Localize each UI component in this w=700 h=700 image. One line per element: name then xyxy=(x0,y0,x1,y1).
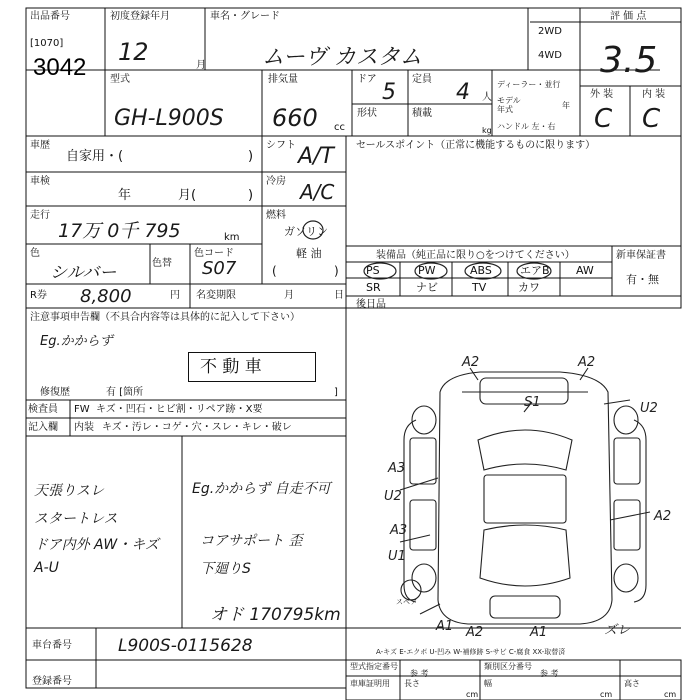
model-label: 型式 xyxy=(110,74,130,85)
model-year-label: モデル xyxy=(497,96,521,105)
shape-label: 形状 xyxy=(357,108,377,119)
first-reg-value: 12 xyxy=(118,38,149,66)
model-cert-label: 型式指定番号 xyxy=(350,662,398,671)
mark-u1-left: U1 xyxy=(388,549,406,564)
note-right-1: Eg.かからず 自走不可 xyxy=(192,481,331,497)
doors-label: ドア xyxy=(357,74,377,85)
warranty-value: 有・無 xyxy=(626,273,659,286)
inspection-month: 月( xyxy=(178,188,197,203)
capacity-unit: 人 xyxy=(482,92,492,103)
equip-ps: PS xyxy=(366,264,380,277)
length-cm: cm xyxy=(466,690,479,699)
odometer-note: オド 170795km xyxy=(210,605,341,625)
rating-value: 3.5 xyxy=(600,40,658,81)
year-unit: 年 xyxy=(562,101,570,110)
ac-value: A/C xyxy=(300,180,335,204)
mark-a2-right: A2 xyxy=(654,509,672,524)
mark-a1-rear-left: A1 xyxy=(436,619,454,634)
note-left-1: 天張りスレ xyxy=(34,483,104,499)
fuel-paren-open: ( xyxy=(272,264,277,278)
chassis-value: L900S-0115628 xyxy=(118,636,253,656)
repair-value: 有 [箇所 xyxy=(106,387,144,398)
equip-aw: AW xyxy=(576,264,594,277)
fw-label: FW xyxy=(74,404,90,415)
equip-pw: PW xyxy=(418,264,436,277)
height-label: 高さ xyxy=(624,679,640,688)
color-label: 色 xyxy=(30,248,40,259)
mark-a2-rear: A2 xyxy=(466,625,484,640)
name-change-month: 月 xyxy=(284,290,294,301)
mark-zure-rear: ズレ xyxy=(604,623,631,638)
inspection-year: 年 xyxy=(118,188,132,203)
ac-label: 冷房 xyxy=(266,176,286,187)
doors-value: 5 xyxy=(382,80,396,105)
exterior-label: 外 装 xyxy=(590,89,614,100)
mark-a1-rear: A1 xyxy=(530,625,548,640)
model-value: GH-L900S xyxy=(114,106,224,131)
sales-point-label: セールスポイント（正常に機能するものに限ります） xyxy=(356,140,596,151)
capacity-value: 4 xyxy=(456,80,470,105)
reg-cert-label: 車庫証明用 xyxy=(350,679,390,688)
load-unit: kg xyxy=(482,126,492,135)
name-change-day: 日 xyxy=(334,290,344,301)
inspection-close: ) xyxy=(248,188,254,203)
equip-leather: カワ xyxy=(518,281,540,294)
fw-items: キズ・凹石・ヒビ割・リペア跡・X要 xyxy=(96,404,263,415)
interior-label: 内 装 xyxy=(642,89,666,100)
mark-u2-right: U2 xyxy=(640,401,658,416)
capacity-label: 定員 xyxy=(412,74,432,85)
name-change-label: 名変期限 xyxy=(196,290,236,301)
notes-label: 注意事項申告欄（不具合内容等は具体的に記入して下さい） xyxy=(30,312,300,323)
note-right-3: 下廻りS xyxy=(200,561,251,577)
mark-u2-left: U2 xyxy=(384,489,402,504)
model-year-label2: 年式 xyxy=(497,105,513,114)
length-label: 長さ xyxy=(404,679,420,688)
displacement-value: 660 xyxy=(272,104,318,132)
color-code-value: S07 xyxy=(202,258,237,279)
color-code-label: 色コード xyxy=(194,248,234,259)
ref-label-2: 参 考 xyxy=(540,669,559,678)
mark-a2-front-left: A2 xyxy=(462,355,480,370)
color-change-label: 色替 xyxy=(152,258,172,269)
fuel-gas: ガソリン xyxy=(284,225,328,238)
note-left-3: ドア内外 AW・キズ xyxy=(34,537,159,553)
drive-4wd: 4WD xyxy=(538,50,562,61)
fuel-label: 燃料 xyxy=(266,210,286,221)
rating-label: 評 価 点 xyxy=(610,11,647,22)
damage-legend: A-キズ E-エクボ U-凹み W-補修跡 S-サビ C-腐食 XX-取替済 xyxy=(376,648,566,656)
recycle-label: R券 xyxy=(30,290,47,301)
mileage-value: 17万 0千 795 xyxy=(58,220,181,242)
mark-a3-left-rear: A3 xyxy=(390,523,408,538)
handle-label: ハンドル 左・右 xyxy=(497,122,556,131)
lot-sub: [1070] xyxy=(30,38,64,49)
mark-a2-front-right: A2 xyxy=(578,355,596,370)
equip-sr: SR xyxy=(366,281,381,294)
name-grade-label: 車名・グレード xyxy=(210,11,280,22)
note-right-2: コアサポート 歪 xyxy=(200,533,303,549)
new-warranty-label: 新車保証書 xyxy=(616,250,666,261)
width-cm: cm xyxy=(600,690,613,699)
recycle-value: 8,800 xyxy=(80,286,132,307)
repair-close: ] xyxy=(334,387,338,398)
mileage-unit: km xyxy=(224,232,240,243)
equip-tv: TV xyxy=(472,281,487,294)
notes-handwritten: Eg.かからず xyxy=(40,334,113,349)
equip-abs: ABS xyxy=(470,264,492,277)
equipment-label: 装備品（純正品に限り○をつけてください） xyxy=(376,250,575,261)
lot-label: 出品番号 xyxy=(30,11,70,22)
ref-label-1: 参 考 xyxy=(410,669,429,678)
shift-value: A/T xyxy=(298,144,334,169)
mark-s1-hood: S1 xyxy=(524,395,541,410)
note-left-2: スタートレス xyxy=(34,511,118,527)
color-value: シルバー xyxy=(50,263,117,283)
name-grade-value: ムーヴ カスタム xyxy=(262,45,422,70)
inspector-label: 検査員 xyxy=(28,404,58,415)
mileage-label: 走行 xyxy=(30,210,50,221)
after-market-label: 後日品 xyxy=(356,299,386,310)
fuel-paren-close: ) xyxy=(334,264,339,278)
stamp-text: 不 動 車 xyxy=(200,357,262,377)
shift-label: シフト xyxy=(266,140,296,151)
history-label: 車歴 xyxy=(30,140,50,151)
reg-label: 登録番号 xyxy=(32,676,72,687)
fuel-diesel: 軽 油 xyxy=(296,247,322,260)
history-value: 自家用・( xyxy=(66,149,124,164)
note-left-4: A-U xyxy=(34,560,59,576)
displacement-unit: cc xyxy=(334,122,345,133)
first-reg-label: 初度登録年月 xyxy=(110,11,170,22)
mark-a3-left-front: A3 xyxy=(388,461,406,476)
inspector-label2: 記入欄 xyxy=(28,422,58,433)
spare-label: スペア xyxy=(396,598,417,606)
chassis-label: 車台番号 xyxy=(32,640,72,651)
equip-airbag: エアB xyxy=(520,264,550,277)
history-close: ) xyxy=(248,149,254,164)
repair-label: 修復歴 xyxy=(40,387,70,398)
equip-navi: ナビ xyxy=(416,281,438,294)
height-cm: cm xyxy=(664,690,677,699)
inspection-label: 車検 xyxy=(30,176,50,187)
dealer-label: ディーラー・並行 xyxy=(497,80,561,89)
recycle-unit: 円 xyxy=(170,290,180,301)
category-label: 類別区分番号 xyxy=(484,662,532,671)
lot-number: 3042 xyxy=(33,54,87,81)
interior-value: C xyxy=(642,104,661,134)
width-label: 幅 xyxy=(484,679,492,688)
month-unit: 月 xyxy=(196,60,206,71)
displacement-label: 排気量 xyxy=(268,74,298,85)
drive-2wd: 2WD xyxy=(538,26,562,37)
interior-row-label: 内装 xyxy=(74,422,94,433)
exterior-value: C xyxy=(594,104,613,134)
interior-items: キズ・汚レ・コゲ・穴・スレ・キレ・破レ xyxy=(102,422,292,433)
load-label: 積載 xyxy=(412,108,432,119)
